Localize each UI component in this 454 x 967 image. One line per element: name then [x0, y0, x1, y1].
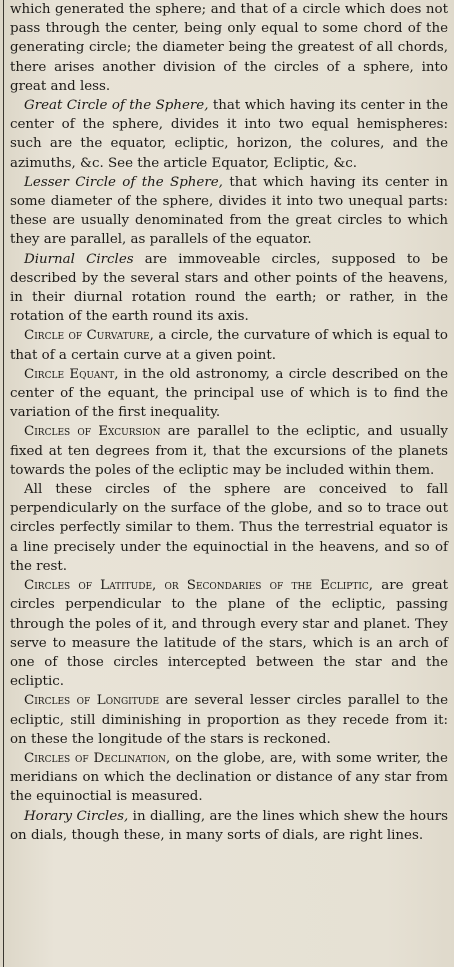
entry-note-all-circles — [10, 480, 448, 576]
entry-circles-of-latitude — [10, 576, 448, 691]
entry-text: which generated the sphere; and that of a circle which does not pass through the center, being only equal to some chord of the generating circle; the diameter being the greatest of all chords, there arises another division of the circles of a sphere, into great and less. — [10, 2, 448, 94]
entry-horary-circles — [10, 807, 448, 845]
entry-headword: Great Circle of the Sphere, — [24, 98, 209, 114]
entry-great-circle — [10, 96, 448, 173]
entry-text: All these circles of the sphere are conceived to fall perpendicularly on the surface of the globe, and so to trace out circles perfectly similar to them. Thus the terrestrial equator is a line precisely under the equinoctial in the heavens, and so of the rest. — [10, 482, 448, 574]
entry-headword: Circle Equant, — [24, 366, 119, 382]
entry-headword: Diurnal Circles — [24, 251, 134, 267]
entry-text: on the globe, are, with some writer, the meridians on which the declination or distance of any star from the equinoctial is measured. — [10, 750, 448, 805]
entry-headword: Lesser Circle of the Sphere, — [24, 174, 223, 190]
entry-text: are several lesser circles parallel to the ecliptic, still diminishing in proportion as they recede from it: on these the longitude of the stars is reckoned. — [10, 693, 448, 747]
entry-headword: Circles of Latitude, or Secondaries of the Ecliptic, — [24, 578, 374, 594]
entry-text: that which having its center in the center of the sphere, divides it into two equal hemispheres: such are the equator, ecliptic, horizon, the colures, and the azimuths, &c. See the article Equator, Ecliptic, &c. — [10, 98, 449, 171]
entry-text: in the old astronomy, a circle described on the center of the equant, the principal use of which is to find the variation of the first inequality. — [10, 366, 448, 421]
entry-headword: Horary Circles, — [24, 808, 129, 824]
dictionary-column — [10, 0, 448, 845]
entry-headword: Circles of Declination, — [24, 750, 171, 766]
entry-text: are immoveable circles, supposed to be described by the several stars and other points of the heavens, in their diurnal rotation round the earth; or rather, in the rotation of the earth round its axis. — [10, 251, 448, 325]
entry-headword: Circles of Longitude — [24, 693, 160, 709]
entry-circles-of-declination — [10, 749, 448, 807]
entry-diurnal-circles — [10, 250, 448, 327]
entry-text: a circle, the curvature of which is equal to that of a certain curve at a given point. — [10, 328, 448, 363]
entry-headword: Circle of Curvature, — [24, 328, 154, 344]
column-rule — [3, 0, 4, 967]
entry-circle-of-curvature — [10, 326, 448, 364]
entry-text: are parallel to the ecliptic, and usually fixed at ten degrees from it, that the excursions of the planets towards the poles of the ecliptic may be included within them. — [10, 424, 448, 478]
entry-text: in dialling, are the lines which shew the hours on dials, though these, in many sorts of dials, are right lines. — [10, 808, 448, 843]
entry-text: that which having its center in some diameter of the sphere, divides it into two unequal parts: these are usually denominated from the great circles to which they are parallel, as parallels of the equator. — [10, 174, 449, 248]
entry-sphere-continuation — [10, 0, 448, 96]
entry-circles-of-excursion — [10, 422, 448, 480]
entry-text: are great circles perpendicular to the plane of the ecliptic, passing through the poles of it, and through every star and planet. They serve to measure the latitude of the stars, which is an arch of one of those circles intercepted between the star and the ecliptic. — [10, 578, 448, 690]
entry-circle-equant — [10, 365, 448, 423]
entry-headword: Circles of Excursion — [24, 424, 161, 440]
entry-circles-of-longitude — [10, 691, 448, 749]
entry-lesser-circle — [10, 173, 448, 250]
